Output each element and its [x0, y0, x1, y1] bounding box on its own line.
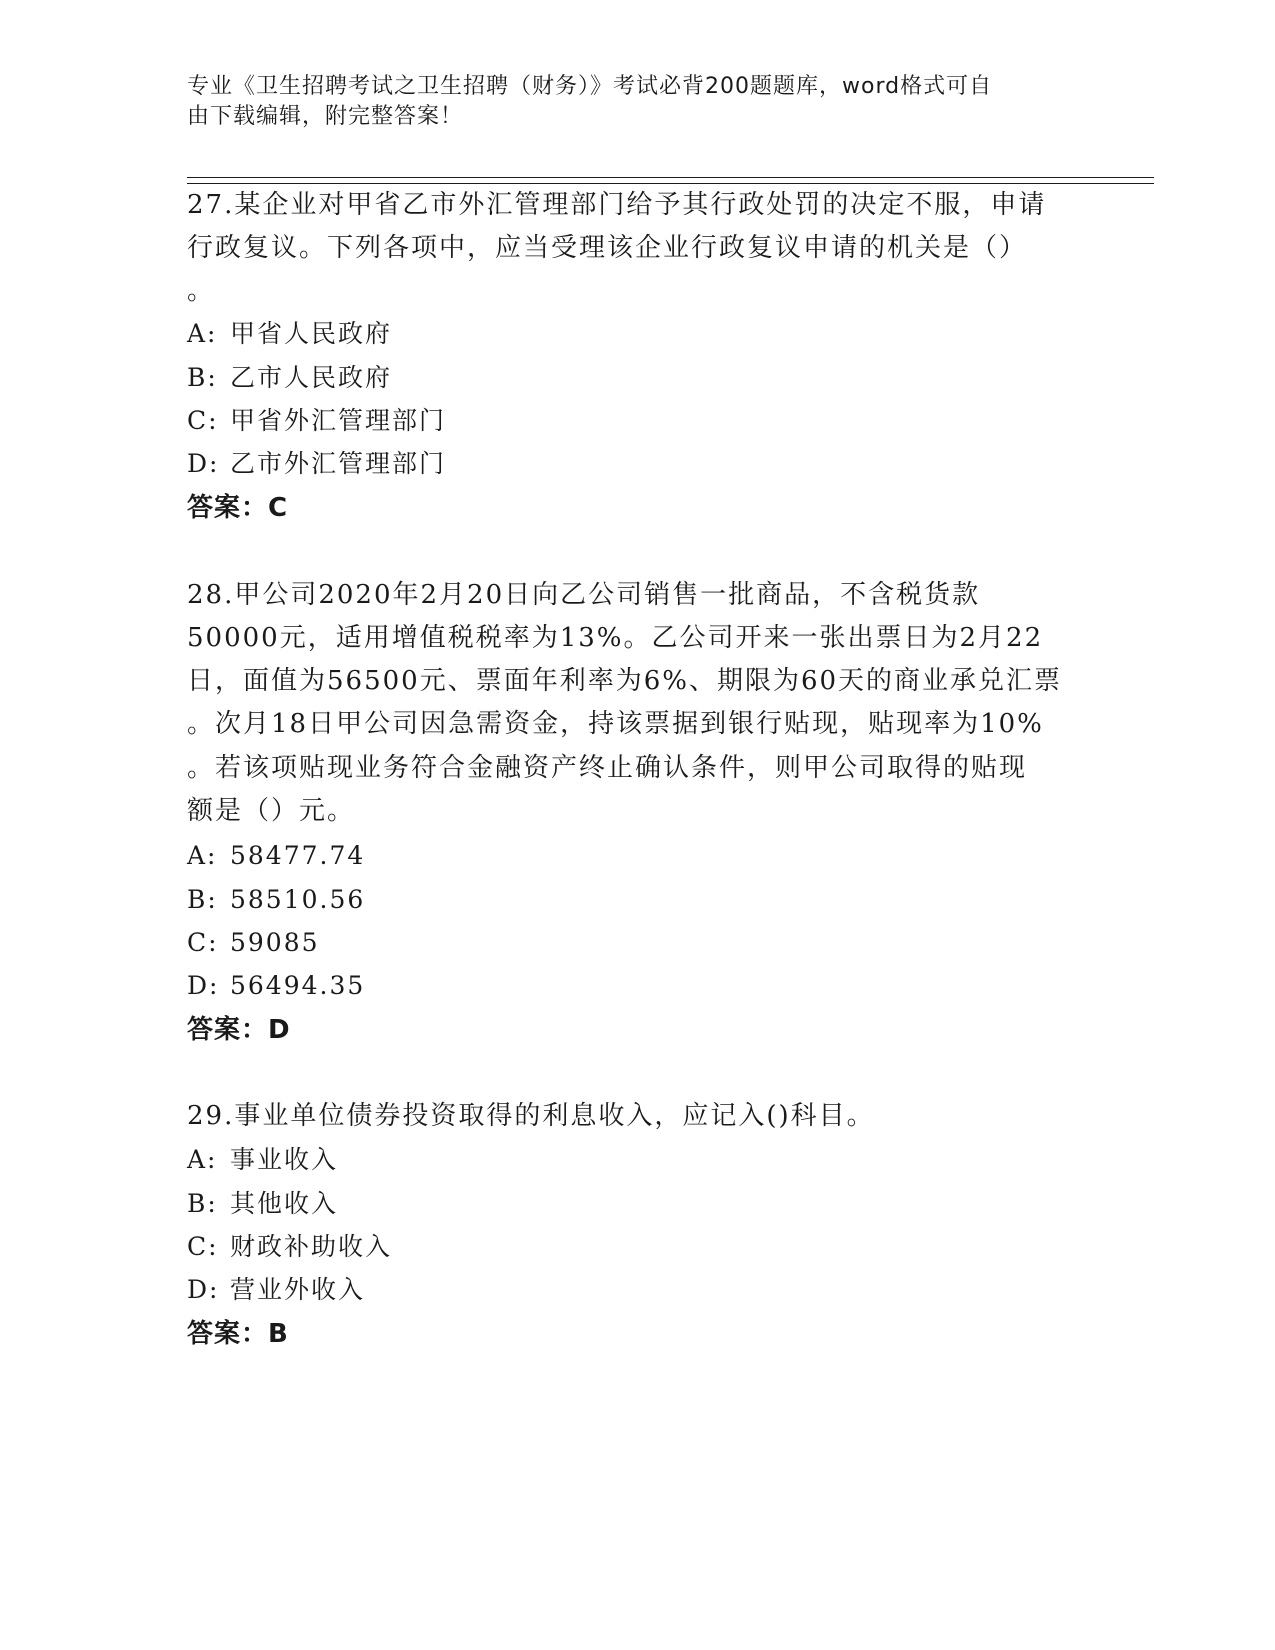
question-28-option-c — [187, 926, 320, 960]
option-letter: A: — [187, 319, 218, 348]
question-28-option-a — [187, 839, 365, 873]
question-29-answer: 答案：B — [187, 1319, 289, 1349]
question-27-option-c — [187, 404, 446, 438]
option-text: 58510.56 — [230, 885, 366, 914]
document-header — [187, 72, 1077, 132]
option-text: 乙市人民政府 — [230, 363, 393, 392]
header-line-2: 由下载编辑，附完整答案！ — [187, 104, 464, 129]
question-27-line-1: 27.某企业对甲省乙市外汇管理部门给予其行政处罚的决定不服，申请 — [187, 190, 1047, 220]
option-letter: D: — [187, 449, 220, 478]
header-divider-bottom — [187, 183, 1154, 184]
header-line-1: 专业《卫生招聘考试之卫生招聘（财务）》考试必背200题题库，word格式可自 — [187, 74, 993, 99]
question-27-answer: 答案：C — [187, 493, 289, 523]
question-27-option-b — [187, 361, 392, 395]
question-29-option-c — [187, 1230, 392, 1264]
question-28-line-4: 。次月18日甲公司因急需资金，持该票据到银行贴现，贴现率为10% — [187, 709, 1044, 739]
question-28-line-2: 50000元，适用增值税税率为13%。乙公司开来一张出票日为2月22 — [187, 623, 1044, 653]
option-letter: B: — [187, 363, 218, 392]
option-text: 56494.35 — [230, 971, 366, 1000]
question-27-option-d — [187, 447, 446, 481]
option-text: 营业外收入 — [230, 1275, 366, 1304]
option-text: 其他收入 — [230, 1189, 339, 1218]
question-28-line-1: 28.甲公司2020年2月20日向乙公司销售一批商品，不含税货款 — [187, 580, 981, 610]
question-28-answer: 答案：D — [187, 1015, 291, 1045]
header-divider-top — [187, 177, 1154, 178]
option-letter: A: — [187, 841, 218, 870]
option-text: 甲省人民政府 — [230, 319, 393, 348]
option-letter: C: — [187, 928, 219, 957]
question-28-option-b — [187, 883, 365, 917]
question-28-option-d — [187, 969, 365, 1003]
option-letter: B: — [187, 1189, 218, 1218]
option-letter: A: — [187, 1145, 218, 1174]
option-letter: D: — [187, 971, 220, 1000]
question-29-option-d — [187, 1273, 365, 1307]
option-text: 59085 — [230, 928, 320, 957]
question-27-option-a — [187, 317, 392, 351]
question-29-option-b — [187, 1187, 338, 1221]
option-letter: C: — [187, 1232, 219, 1261]
question-29-option-a — [187, 1143, 338, 1177]
option-text: 财政补助收入 — [230, 1232, 393, 1261]
option-letter: B: — [187, 885, 218, 914]
question-29-line-1: 29.事业单位债券投资取得的利息收入，应记入()科目。 — [187, 1101, 875, 1131]
option-letter: D: — [187, 1275, 220, 1304]
option-text: 58477.74 — [230, 841, 366, 870]
option-text: 事业收入 — [230, 1145, 339, 1174]
question-28-line-6: 额是（）元。 — [187, 796, 356, 826]
question-27-line-3: 。 — [187, 276, 216, 306]
option-letter: C: — [187, 406, 219, 435]
question-28-line-5: 。若该项贴现业务符合金融资产终止确认条件，则甲公司取得的贴现 — [187, 753, 1028, 783]
option-text: 乙市外汇管理部门 — [230, 449, 447, 478]
question-28-line-3: 日，面值为56500元、票面年利率为6%、期限为60天的商业承兑汇票 — [187, 666, 1063, 696]
question-27-line-2: 行政复议。下列各项中，应当受理该企业行政复议申请的机关是（） — [187, 233, 1028, 263]
option-text: 甲省外汇管理部门 — [230, 406, 447, 435]
